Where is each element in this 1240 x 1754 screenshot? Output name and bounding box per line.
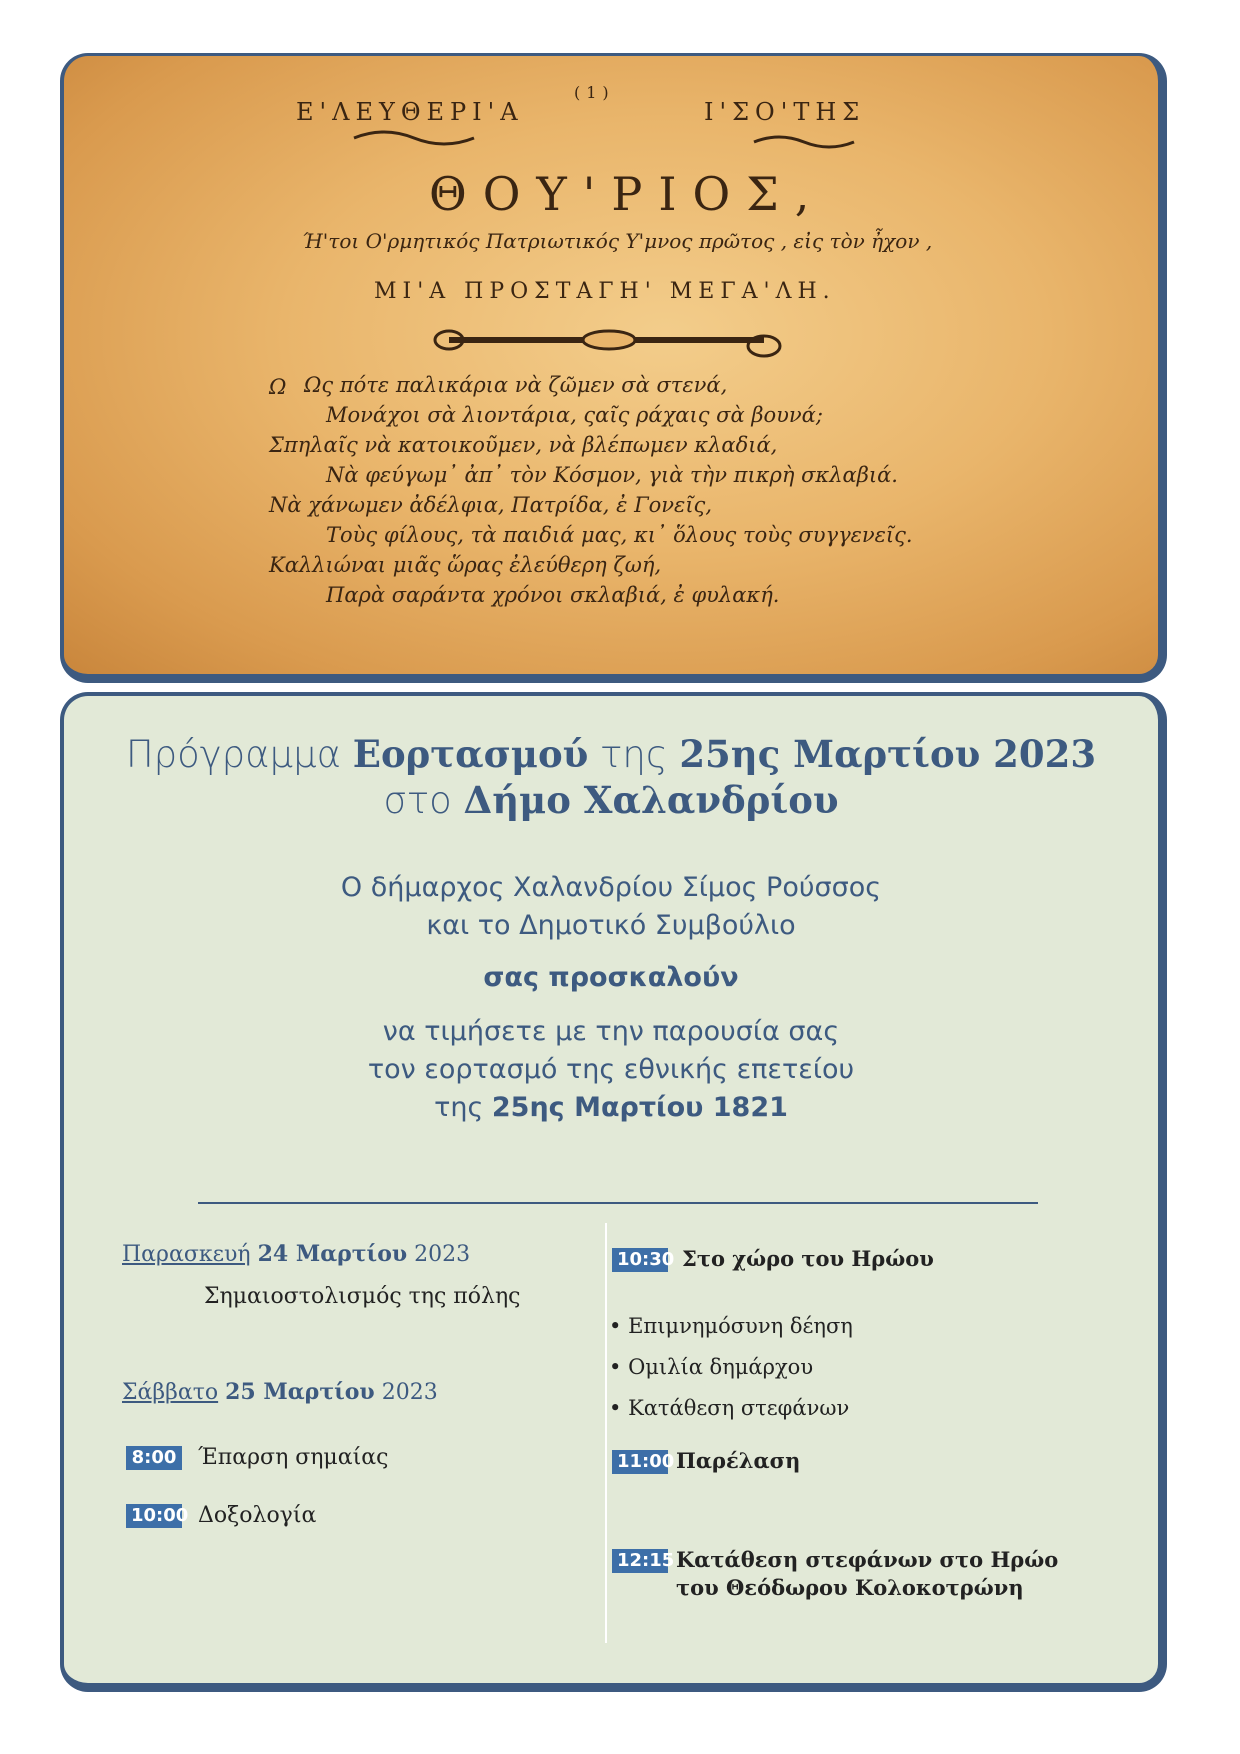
friday-event: Σημαιοστολισμός της πόλης [204, 1284, 521, 1309]
time-badge: 10:30 [612, 1248, 668, 1272]
manuscript-drawing [64, 56, 1164, 676]
bullet-memorial: • Επιμνημόσυνη δέηση [609, 1314, 853, 1338]
poem-line: Τοὺς φίλους, τὰ παιδιά μας, κι᾽ ὅλους τοὺς συγγενεῖς. [326, 523, 913, 547]
invitation-date: της 25ης Μαρτίου 1821 [434, 1092, 788, 1123]
invitation-council: και το Δημοτικό Συμβούλιο [426, 910, 796, 941]
flourish-left-icon [354, 132, 474, 144]
invitation-invite: σας προσκαλούν [483, 962, 739, 993]
time-badge: 8:00 [126, 1446, 182, 1470]
manuscript-page-number: (1) [574, 83, 615, 102]
parade-event: Παρέλαση [676, 1448, 801, 1473]
manuscript-heading-left: Ε'ΛΕΥΘΕΡΙ'Α [296, 98, 524, 126]
column-divider [605, 1223, 607, 1643]
poem-line: Παρὰ σαράντα χρόνοι σκλαβιά, ἐ φυλακή. [326, 583, 780, 607]
time-badge: 12:15 [612, 1549, 668, 1573]
wreath-event-line-1: Κατάθεση στεφάνων στο Ηρώο [676, 1547, 1059, 1572]
poem-line: Καλλιώναι μιᾶς ὥρας ἐλεύθερη ζωή, [269, 553, 662, 577]
manuscript-subtitle-2: ΜΙ'Α ΠΡΟΣΤΑΓΗ' ΜΕΓΑ'ΛΗ. [374, 279, 836, 304]
program-panel [60, 692, 1167, 1692]
manuscript-title: ΘΟΥ'ΡΙΟΣ, [429, 167, 826, 221]
heroon-event: Στο χώρο του Ηρώου [682, 1246, 934, 1271]
time-badge: 10:00 [126, 1504, 182, 1528]
section-divider [198, 1202, 1038, 1204]
bullet-speech: • Ομιλία δημάρχου [609, 1355, 813, 1379]
invitation-celebration: τον εορτασμό της εθνικής επετείου [367, 1054, 855, 1085]
program-title-line-1: Πρόγραμμα Εορτασμού της 25ης Μαρτίου 2023 [125, 732, 1097, 776]
poem-line: Μονάχοι σὰ λιοντάρια, ςαῖς ράχαις σὰ βουνά; [326, 403, 823, 427]
ornamental-rule-icon [435, 331, 780, 356]
manuscript-heading-right: Ι'ΣΟ'ΤΗΣ [704, 98, 866, 126]
poem-line: Σπηλαῖς νὰ κατοικοῦμεν, νὰ βλέπωμεν κλαδιά, [269, 433, 778, 457]
doxology-event: Δοξολογία [198, 1503, 317, 1528]
invitation-honor: να τιμήσετε με την παρουσία σας [382, 1016, 840, 1047]
poem-initial-icon: Ω [269, 375, 287, 399]
bullet-wreath: • Κατάθεση στεφάνων [609, 1396, 849, 1420]
poem-line: Ως πότε παλικάρια νὰ ζῶμεν σὰ στενά, [304, 373, 728, 397]
poem-line: Νὰ χάνωμεν ἀδέλφια, Πατρίδα, ἐ Γονεῖς, [269, 493, 712, 517]
invitation-mayor: Ο δήμαρχος Χαλανδρίου Σίμος Ρούσσος [340, 872, 882, 903]
time-badge: 11:00 [612, 1450, 668, 1474]
manuscript-subtitle: Ή'τοι Ο'ρμητικός Πατριωτικός Υ'μνος πρῶτος , εἰς τὸν ἦχον , [302, 229, 933, 253]
program-title-line-2: στο Δήμο Χαλανδρίου [383, 778, 839, 822]
wreath-event-line-2: του Θεόδωρου Κολοκοτρώνη [676, 1575, 1024, 1600]
friday-heading: Παρασκευή 24 Μαρτίου 2023 [122, 1241, 471, 1267]
flourish-right-icon [754, 137, 854, 147]
saturday-heading: Σάββατο 25 Μαρτίου 2023 [122, 1379, 438, 1405]
flag-raising-event: Έπαρση σημαίας [198, 1445, 389, 1470]
thourios-manuscript-image [60, 53, 1167, 683]
poem-line: Νὰ φεύγωμ᾽ ἀπ᾽ τὸν Κόσμον, γιὰ τὴν πικρὴ σκλαβιά. [326, 463, 898, 487]
